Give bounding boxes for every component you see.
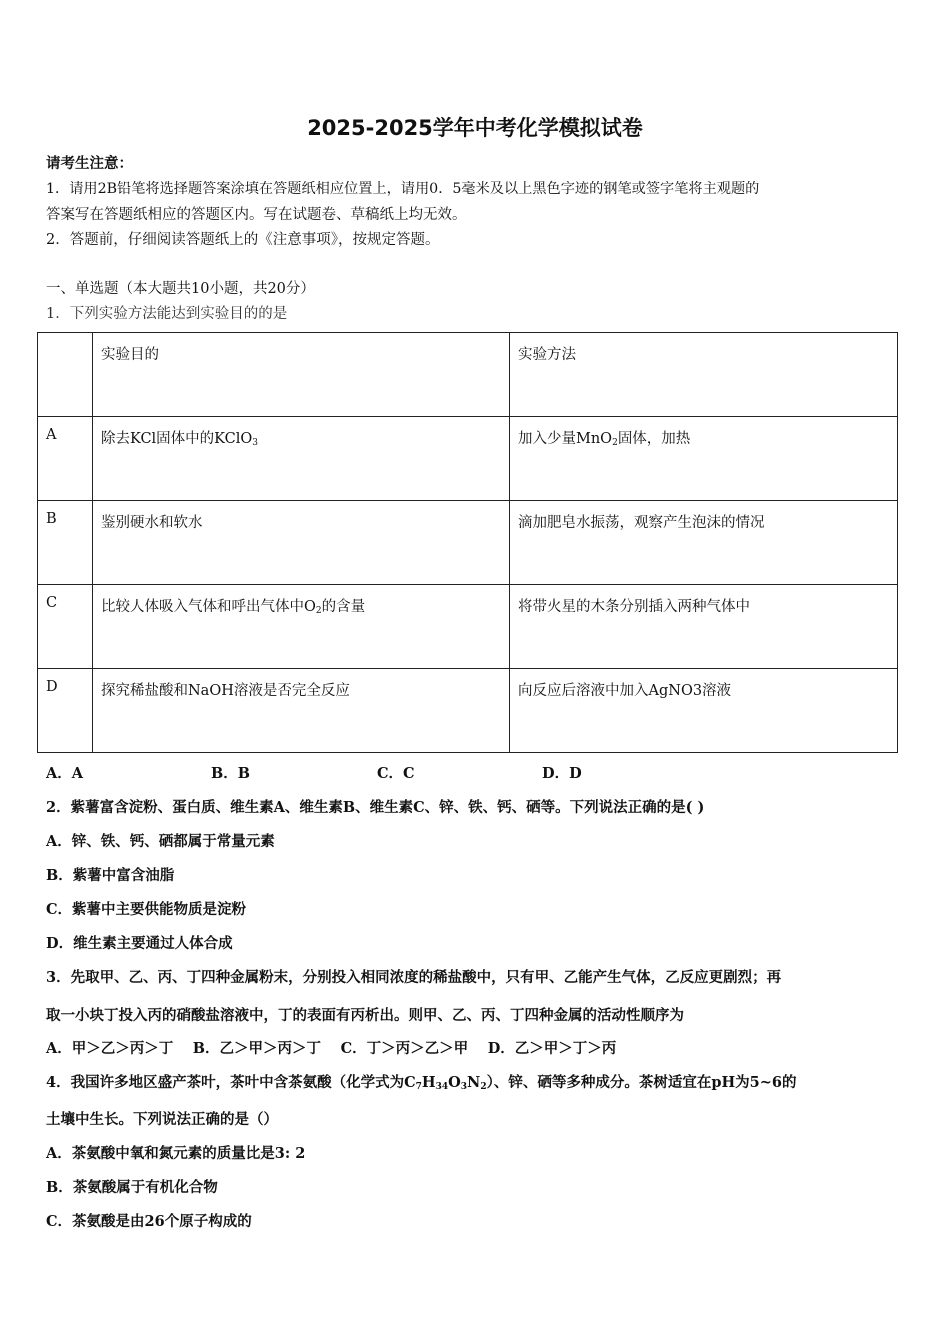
row-method: 将带火星的木条分别插入两种气体中: [510, 585, 898, 669]
row-method: 向反应后溶液中加入AgNO3溶液: [510, 669, 898, 753]
q4-stem-line-1: 4．我国许多地区盛产茶叶，茶叶中含茶氨酸（化学式为$C_7H_{34}O_3N_2$）、锌、硒等多种成分。茶树适宜在pH为5~6的: [46, 1074, 797, 1092]
header-purpose-cell: 实验目的: [93, 333, 510, 417]
q3-stem-line-1: 3．先取甲、乙、丙、丁四种金属粉末，分别投入相同浓度的稀盐酸中，只有甲、乙能产生气体，乙反应更剧烈；再: [46, 969, 782, 986]
row-purpose: 比较人体吸入气体和呼出气体中$O_2$的含量: [93, 585, 510, 669]
q1-choice-d[interactable]: D．D: [542, 765, 582, 782]
q1-choice-c[interactable]: C．C: [377, 765, 415, 782]
experiment-table: [37, 332, 898, 753]
table-row: [38, 501, 898, 585]
notice-item-2: 2．答题前，仔细阅读答题纸上的《注意事项》，按规定答题。: [46, 232, 440, 248]
q2-option-d[interactable]: D．维生素主要通过人体合成: [46, 935, 233, 952]
table-header-row: [38, 333, 898, 417]
row-method: 加入少量MnO$_2$固体，加热: [510, 417, 898, 501]
q3-options[interactable]: A．甲＞乙＞丙＞丁 B．乙＞甲＞丙＞丁 C．丁＞丙＞乙＞甲 D．乙＞甲＞丁＞丙: [46, 1040, 617, 1057]
header-method-cell: 实验方法: [510, 333, 898, 417]
table-row: [38, 417, 898, 501]
row-label: D: [38, 669, 93, 753]
notice-item-1-line-1: 1．请用2B铅笔将选择题答案涂填在答题纸相应位置上，请用0．5毫米及以上黑色字迹的钢笔或签字笔将主观题的: [46, 181, 760, 197]
row-label: B: [38, 501, 93, 585]
q2-option-c[interactable]: C．紫薯中主要供能物质是淀粉: [46, 901, 247, 918]
q4-stem-line-2: 土壤中生长。下列说法正确的是（）: [46, 1111, 278, 1128]
q4-option-c[interactable]: C．茶氨酸是由26个原子构成的: [46, 1213, 252, 1230]
row-purpose: 除去KCl固体中的KClO$_3$: [93, 417, 510, 501]
q2-option-a[interactable]: A．锌、铁、钙、硒都属于常量元素: [46, 833, 275, 850]
section-heading: 一、单选题（本大题共10小题，共20分）: [46, 281, 315, 297]
notice-heading: 请考生注意：: [46, 155, 133, 172]
q1-stem: 1．下列实验方法能达到实验目的的是: [46, 306, 288, 322]
q3-stem-line-2: 取一小块丁投入丙的硝酸盐溶液中，丁的表面有丙析出。则甲、乙、丙、丁四种金属的活动性顺序为: [46, 1007, 684, 1024]
row-purpose: 鉴别硬水和软水: [93, 501, 510, 585]
page-title: 2025-2025学年中考化学模拟试卷: [307, 116, 643, 140]
q1-choice-a[interactable]: A．A: [46, 765, 84, 782]
q2-stem: 2．紫薯富含淀粉、蛋白质、维生素A、维生素B、维生素C、锌、铁、钙、硒等。下列说法正确的是( ): [46, 799, 705, 816]
q4-option-b[interactable]: B．茶氨酸属于有机化合物: [46, 1179, 218, 1196]
row-label: A: [38, 417, 93, 501]
q1-choice-b[interactable]: B．B: [211, 765, 251, 782]
header-label-cell: [38, 333, 93, 417]
q2-option-b[interactable]: B．紫薯中富含油脂: [46, 867, 175, 884]
table-row: [38, 669, 898, 753]
table-row: [38, 585, 898, 669]
row-purpose: 探究稀盐酸和NaOH溶液是否完全反应: [93, 669, 510, 753]
row-method: 滴加肥皂水振荡，观察产生泡沫的情况: [510, 501, 898, 585]
q4-option-a[interactable]: A．茶氨酸中氧和氮元素的质量比是3: 2: [46, 1145, 306, 1162]
row-label: C: [38, 585, 93, 669]
notice-item-1-line-2: 答案写在答题纸相应的答题区内。写在试题卷、草稿纸上均无效。: [46, 207, 467, 223]
